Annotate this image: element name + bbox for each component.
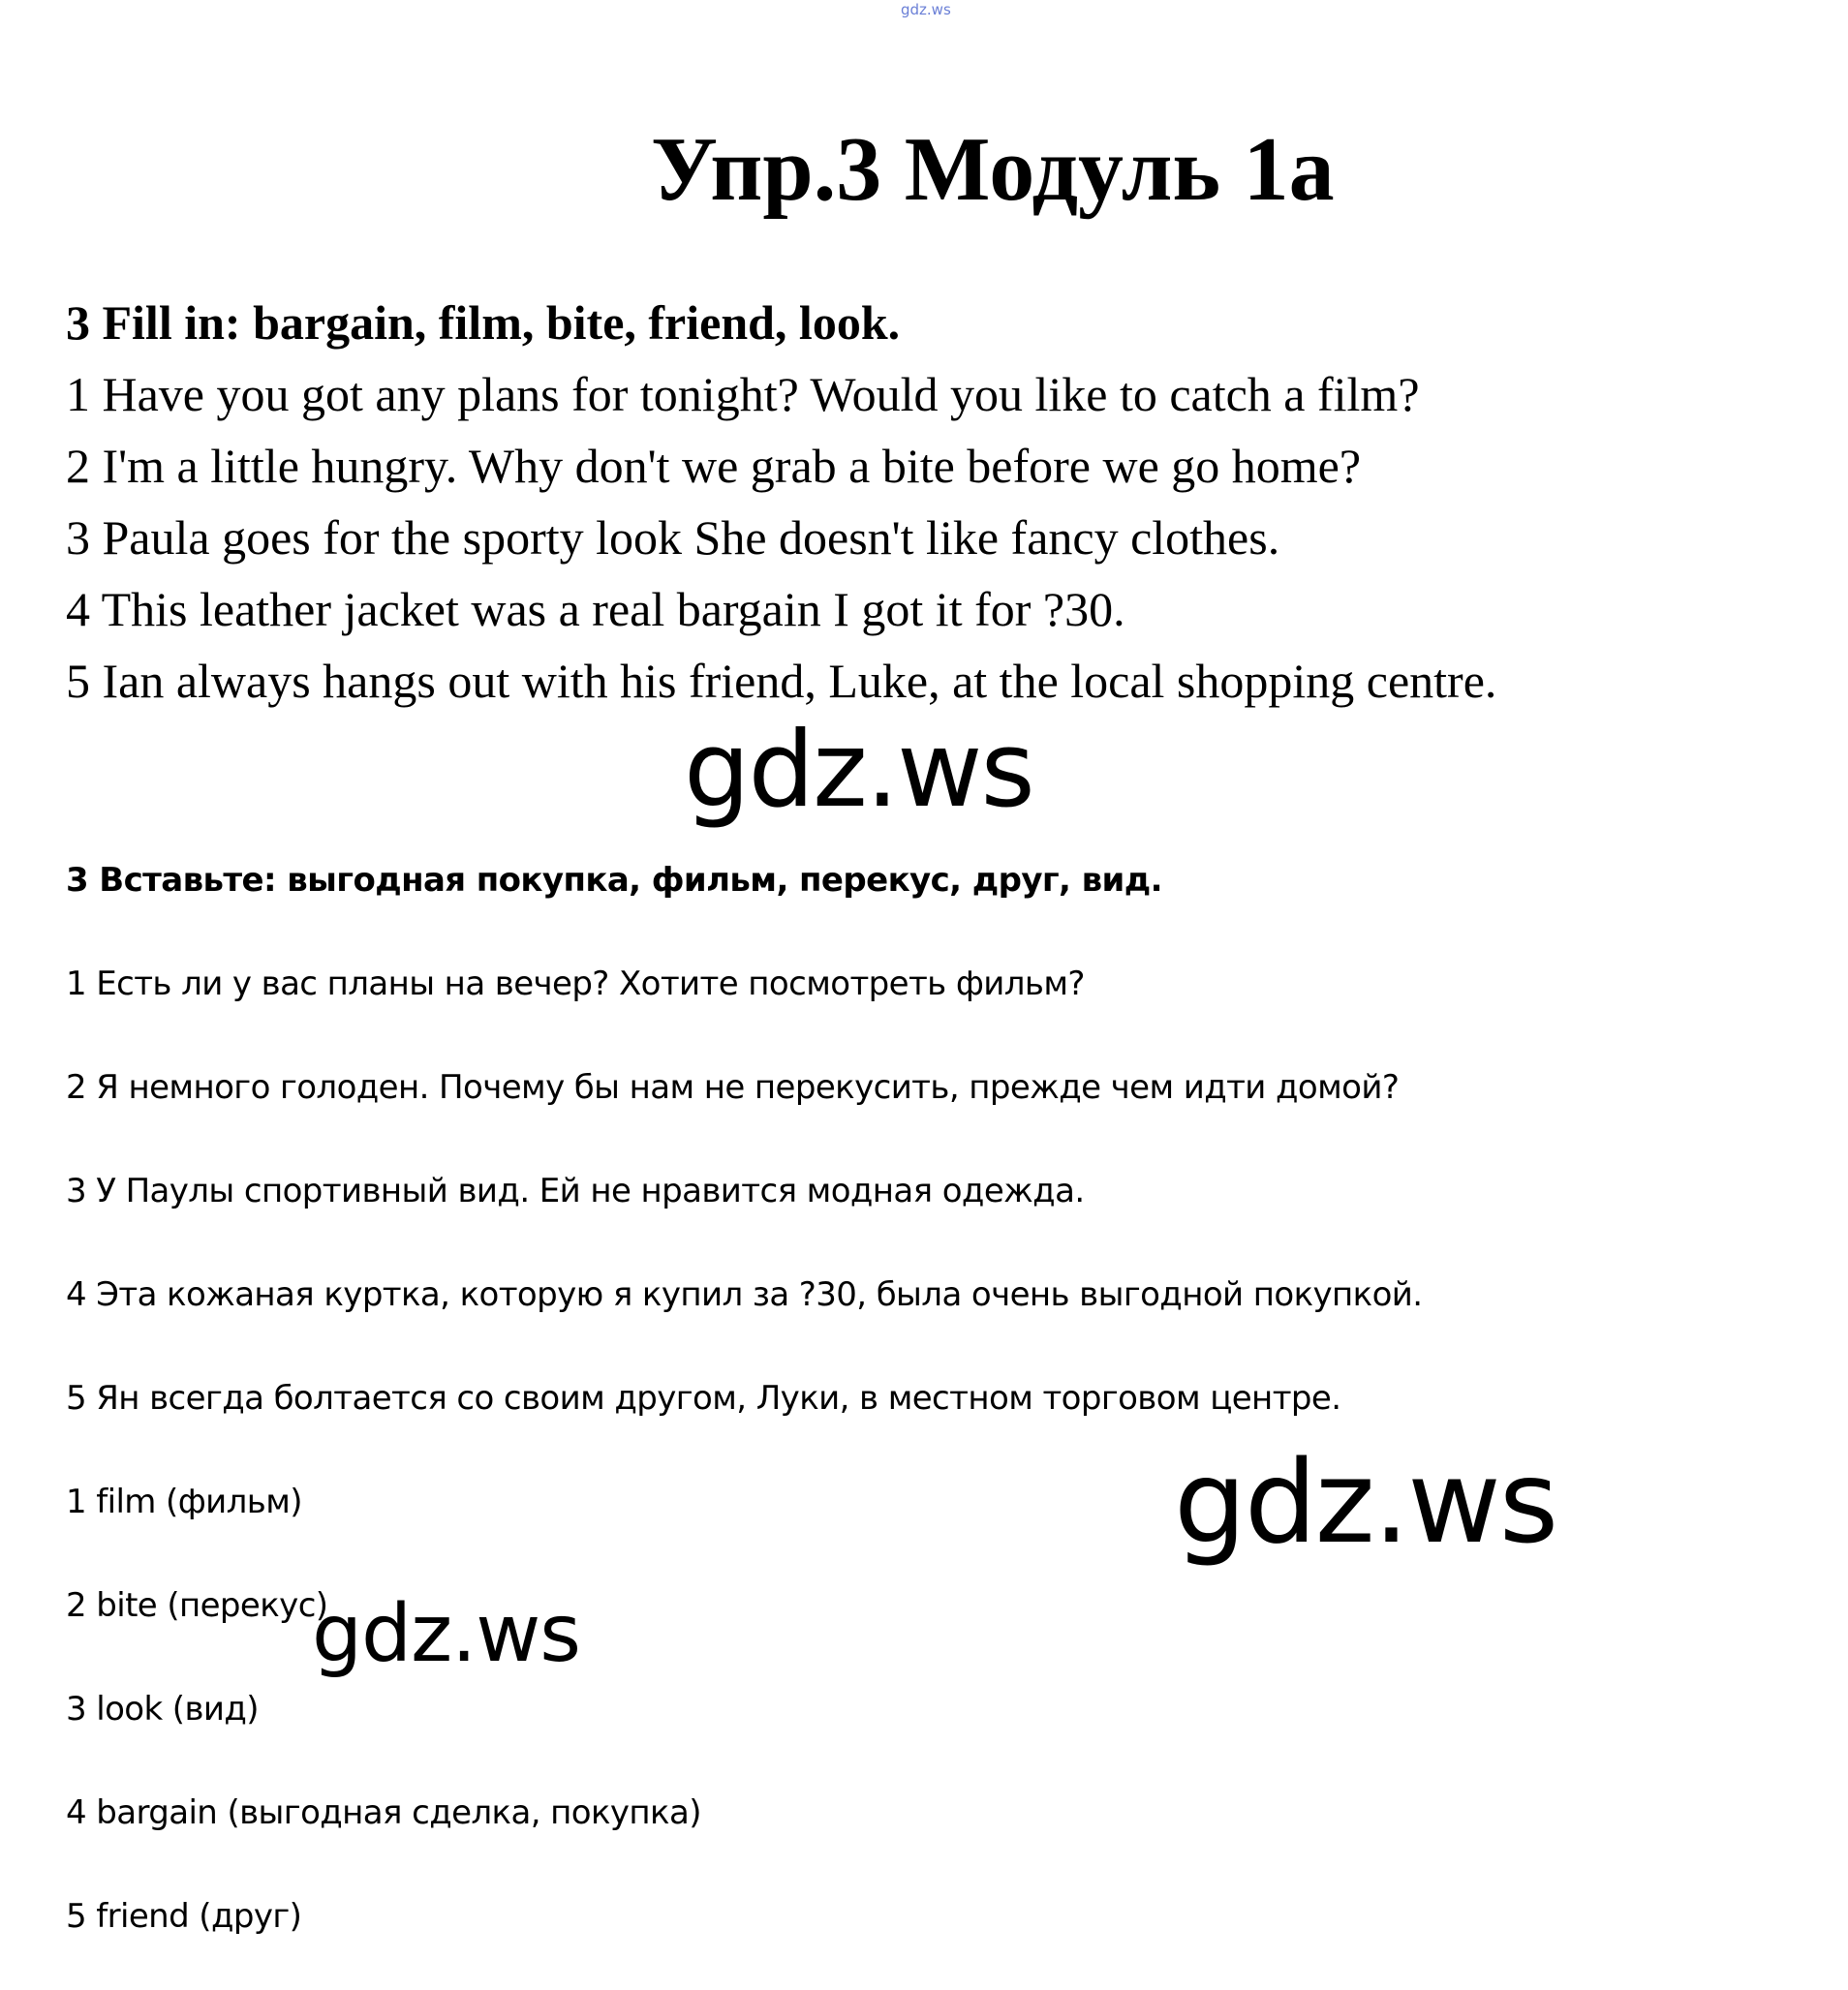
russian-heading: 3 Вставьте: выгодная покупка, фильм, перекус, друг, вид. [66, 861, 1162, 900]
russian-translation [66, 829, 1423, 1969]
english-sentence-2: 2 I'm a little hungry. Why don't we grab a bite before we go home? [66, 439, 1362, 493]
answer-4: 4 bargain (выгодная сделка, покупка) [66, 1793, 701, 1832]
answer-3: 3 look (вид) [66, 1690, 259, 1729]
watermark-right: gdz.ws [1174, 1435, 1557, 1569]
answer-5: 5 friend (друг) [66, 1897, 302, 1936]
english-sentence-5: 5 Ian always hangs out with his friend, Luke, at the local shopping centre. [66, 654, 1497, 708]
english-sentence-3: 3 Paula goes for the sporty look She doesn't like fancy clothes. [66, 510, 1280, 565]
answer-2: 2 bite (перекус) [66, 1586, 328, 1625]
russian-sentence-3: 3 У Паулы спортивный вид. Ей не нравится модная одежда. [66, 1172, 1085, 1210]
russian-sentence-4: 4 Эта кожаная куртка, которую я купил за ?30, была очень выгодной покупкой. [66, 1275, 1423, 1314]
russian-sentence-2: 2 Я немного голоден. Почему бы нам не перекусить, прежде чем идти домой? [66, 1068, 1400, 1107]
russian-sentence-5: 5 Ян всегда болтается со своим другом, Луки, в местном торговом центре. [66, 1379, 1341, 1418]
answer-1: 1 film (фильм) [66, 1483, 302, 1521]
english-exercise [66, 287, 1496, 717]
watermark-center: gdz.ws [684, 710, 1033, 831]
russian-sentence-1: 1 Есть ли у вас планы на вечер? Хотите посмотреть фильм? [66, 964, 1085, 1003]
page-title: Упр.3 Модуль 1a [651, 119, 1335, 220]
english-heading: 3 Fill in: bargain, film, bite, friend, look. [66, 295, 901, 350]
top-watermark: gdz.ws [901, 1, 951, 18]
watermark-left: gdz.ws [312, 1588, 580, 1680]
english-sentence-1: 1 Have you got any plans for tonight? Would you like to catch a film? [66, 367, 1420, 421]
english-sentence-4: 4 This leather jacket was a real bargain I got it for ?30. [66, 582, 1125, 636]
